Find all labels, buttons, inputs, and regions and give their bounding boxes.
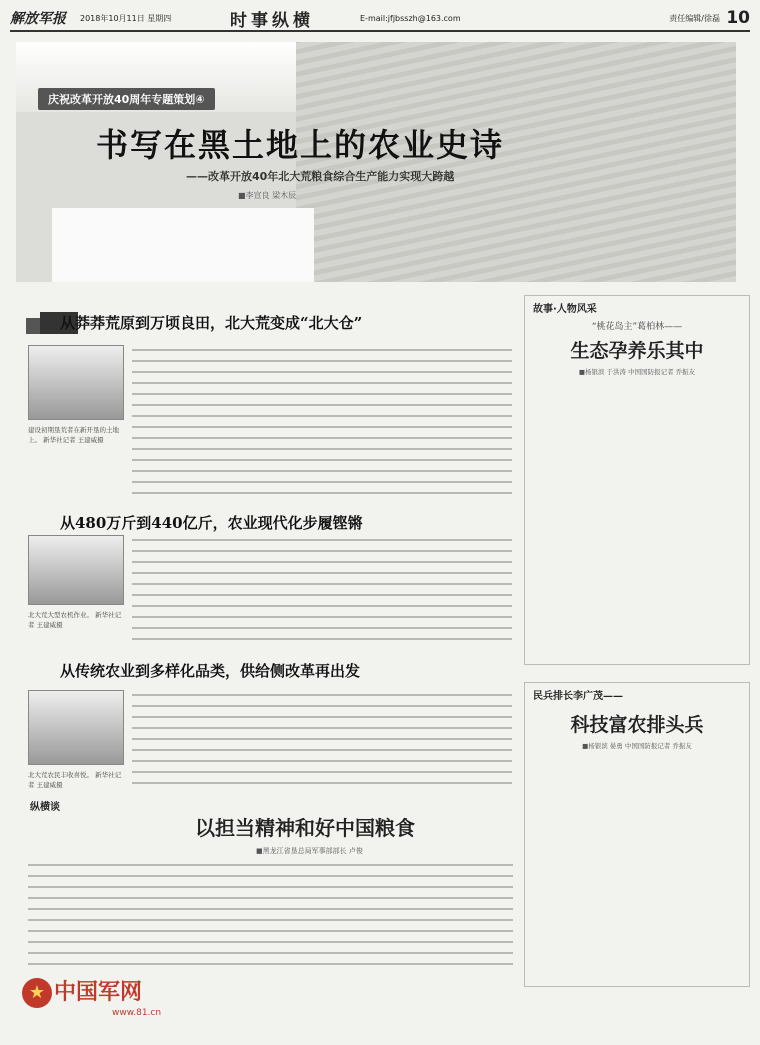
byline: ■李宣良 梁木辰 (238, 191, 297, 200)
article-text-2 (132, 535, 512, 645)
watermark-url: www.81.cn (112, 1008, 162, 1018)
photo-caption-2: 北大荒大型农机作业。 新华社记者 王建威摄 (28, 611, 122, 629)
feature-tag: 庆祝改革开放40周年专题策划④ (38, 88, 215, 110)
article-text-1 (132, 345, 512, 495)
section-photo-3 (28, 690, 124, 765)
main-headline: 书写在黑土地上的农业史诗 (96, 126, 505, 164)
section-heading-1: 从莽莽荒原到万顷良田，北大荒变成“北大仓” (60, 314, 363, 332)
article-text-3 (132, 690, 512, 790)
sidebar-story-1 (524, 295, 750, 665)
section-title: 时事纵横 (230, 10, 314, 31)
section-heading-3: 从传统农业到多样化品类，供给侧改革再出发 (60, 662, 361, 680)
commentary-label: 纵横谈 (30, 802, 60, 813)
feature-banner (16, 42, 736, 282)
commentary-headline: 以担当精神和好中国粮食 (195, 816, 415, 840)
photo-caption-3: 北大荒农民丰收喜悦。 新华社记者 王建威摄 (28, 771, 122, 789)
sidebar-story-2 (524, 682, 750, 987)
intro-text-block (52, 208, 314, 282)
sidebar-byline-1: ■杨银滨 于洪涛 中国国防报记者 乔振友 (578, 368, 696, 376)
sidebar-quote-1: “桃花岛主”葛柏林—— (591, 322, 683, 332)
sidebar-label-2: 民兵排长李广茂—— (533, 691, 623, 702)
newspaper-logo: 解放军报 (10, 11, 66, 27)
commentary-text (28, 860, 513, 970)
star-logo-icon: ★ (22, 978, 52, 1008)
page-header (10, 6, 750, 32)
section-photo-2 (28, 535, 124, 605)
email: E-mail:jfjbsszh@163.com (360, 13, 461, 23)
sidebar-label-1: 故事·人物风采 (533, 304, 597, 315)
section-photo-1 (28, 345, 124, 420)
editor: 责任编辑/徐磊 (669, 13, 720, 23)
sidebar-byline-2: ■杨银滨 晏勇 中国国防报记者 乔振友 (582, 742, 692, 750)
issue-date: 2018年10月11日 星期四 (80, 13, 172, 23)
sidebar-headline-1: 生态孕养乐其中 (570, 340, 704, 362)
watermark-name: 中国军网 (54, 980, 143, 1005)
commentary-byline: ■黑龙江省垦总局军事部部长 卢俊 (256, 847, 363, 855)
sub-headline: ——改革开放40年北大荒粮食综合生产能力实现大跨越 (186, 170, 455, 183)
sidebar-headline-2: 科技富农排头兵 (570, 714, 704, 736)
page-number: 10 (726, 8, 750, 28)
photo-caption-1: 建设初期垦荒者在新开垦的土地上。 新华社记者 王建威摄 (28, 426, 119, 444)
section-heading-2: 从480万斤到440亿斤，农业现代化步履铿锵 (60, 514, 363, 532)
